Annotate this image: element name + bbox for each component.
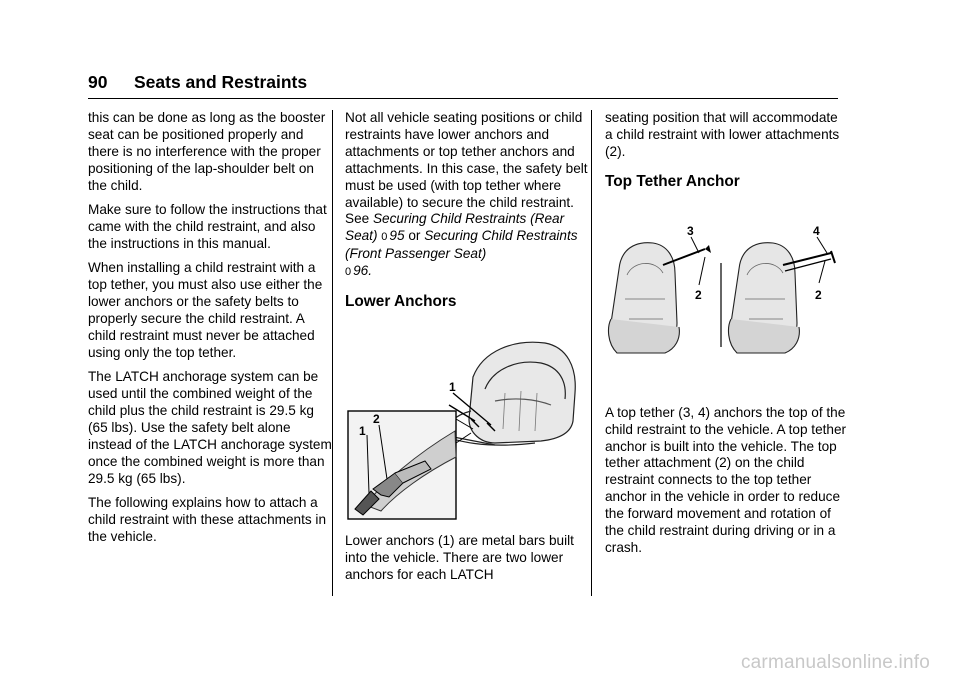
page-ref-icon: 0 xyxy=(345,266,352,279)
lower-anchors-illustration xyxy=(345,333,589,521)
callout-2: 2 xyxy=(815,287,822,302)
callout-2: 2 xyxy=(373,412,380,427)
paragraph: Make sure to follow the instructions that came with the child restraint, and also the instructions in this manual. xyxy=(88,202,327,251)
paragraph xyxy=(345,110,589,281)
heading-top-tether-anchor: Top Tether Anchor xyxy=(605,172,740,190)
column-3 xyxy=(605,110,849,564)
paragraph-text: Not all vehicle seating positions or child restraints have lower anchors and attachments or top tether anchors and attachments. In this case, the safety belt must be used (with top tether where available) to secure the child restraint. See xyxy=(345,110,588,227)
page-header xyxy=(88,72,307,93)
column-1 xyxy=(88,110,332,553)
callout-1: 1 xyxy=(359,424,366,439)
paragraph: A top tether (3, 4) anchors the top of the child restraint to the vehicle. A top tether anchor is built into the vehicle. The top tether attachment (2) on the child restraint connects to the top tether anchor in the vehicle in order to reduce the forward movement and rotation of the child restraint during driving or in a crash. xyxy=(605,404,847,555)
callout-1: 1 xyxy=(449,380,456,395)
top-tether-illustration xyxy=(605,219,849,369)
callout-3: 3 xyxy=(687,223,694,238)
xref-title: Securing Child Restraints (Front Passenger Seat) xyxy=(345,228,578,262)
column-divider-1 xyxy=(332,110,333,596)
page-ref-icon: 0 xyxy=(381,231,388,244)
paragraph: seating position that will accommodate a child restraint with lower attachments (2). xyxy=(605,110,840,159)
callout-2: 2 xyxy=(695,287,702,302)
page-number: 90 xyxy=(88,72,108,92)
xref-title: Securing Child Restraints (Rear Seat) xyxy=(345,211,565,244)
column-divider-2 xyxy=(591,110,592,596)
paragraph: When installing a child restraint with a top tether, you must also use either the lower anchors or the safety belts to properly secure the child restraint. A child restraint must never be attached using only the top tether. xyxy=(88,260,323,360)
paragraph: The following explains how to attach a child restraint with these attachments in the vehicle. xyxy=(88,495,327,544)
column-2 xyxy=(345,110,589,591)
paragraph: Lower anchors (1) are metal bars built into the vehicle. There are two lower anchors for each LATCH xyxy=(345,533,574,582)
callout-4: 4 xyxy=(813,223,820,238)
paragraph: The LATCH anchorage system can be used until the combined weight of the child plus the child restraint is 29.5 kg (65 lbs). Use the safety belt alone instead of the LATCH anchorage system once the combined weight is more than 29.5 kg (65 lbs). xyxy=(88,369,332,486)
header-rule xyxy=(88,98,838,99)
xref-page: 96. xyxy=(353,263,373,279)
watermark: carmanualsonline.info xyxy=(740,652,930,673)
section-title: Seats and Restraints xyxy=(134,72,308,92)
heading-lower-anchors: Lower Anchors xyxy=(345,293,457,311)
or-text: or xyxy=(408,228,421,244)
paragraph: this can be done as long as the booster seat can be positioned properly and there is no interference with the proper positioning of the lap-shoulder belt on the child. xyxy=(88,110,326,193)
xref-page: 95 xyxy=(389,228,405,244)
